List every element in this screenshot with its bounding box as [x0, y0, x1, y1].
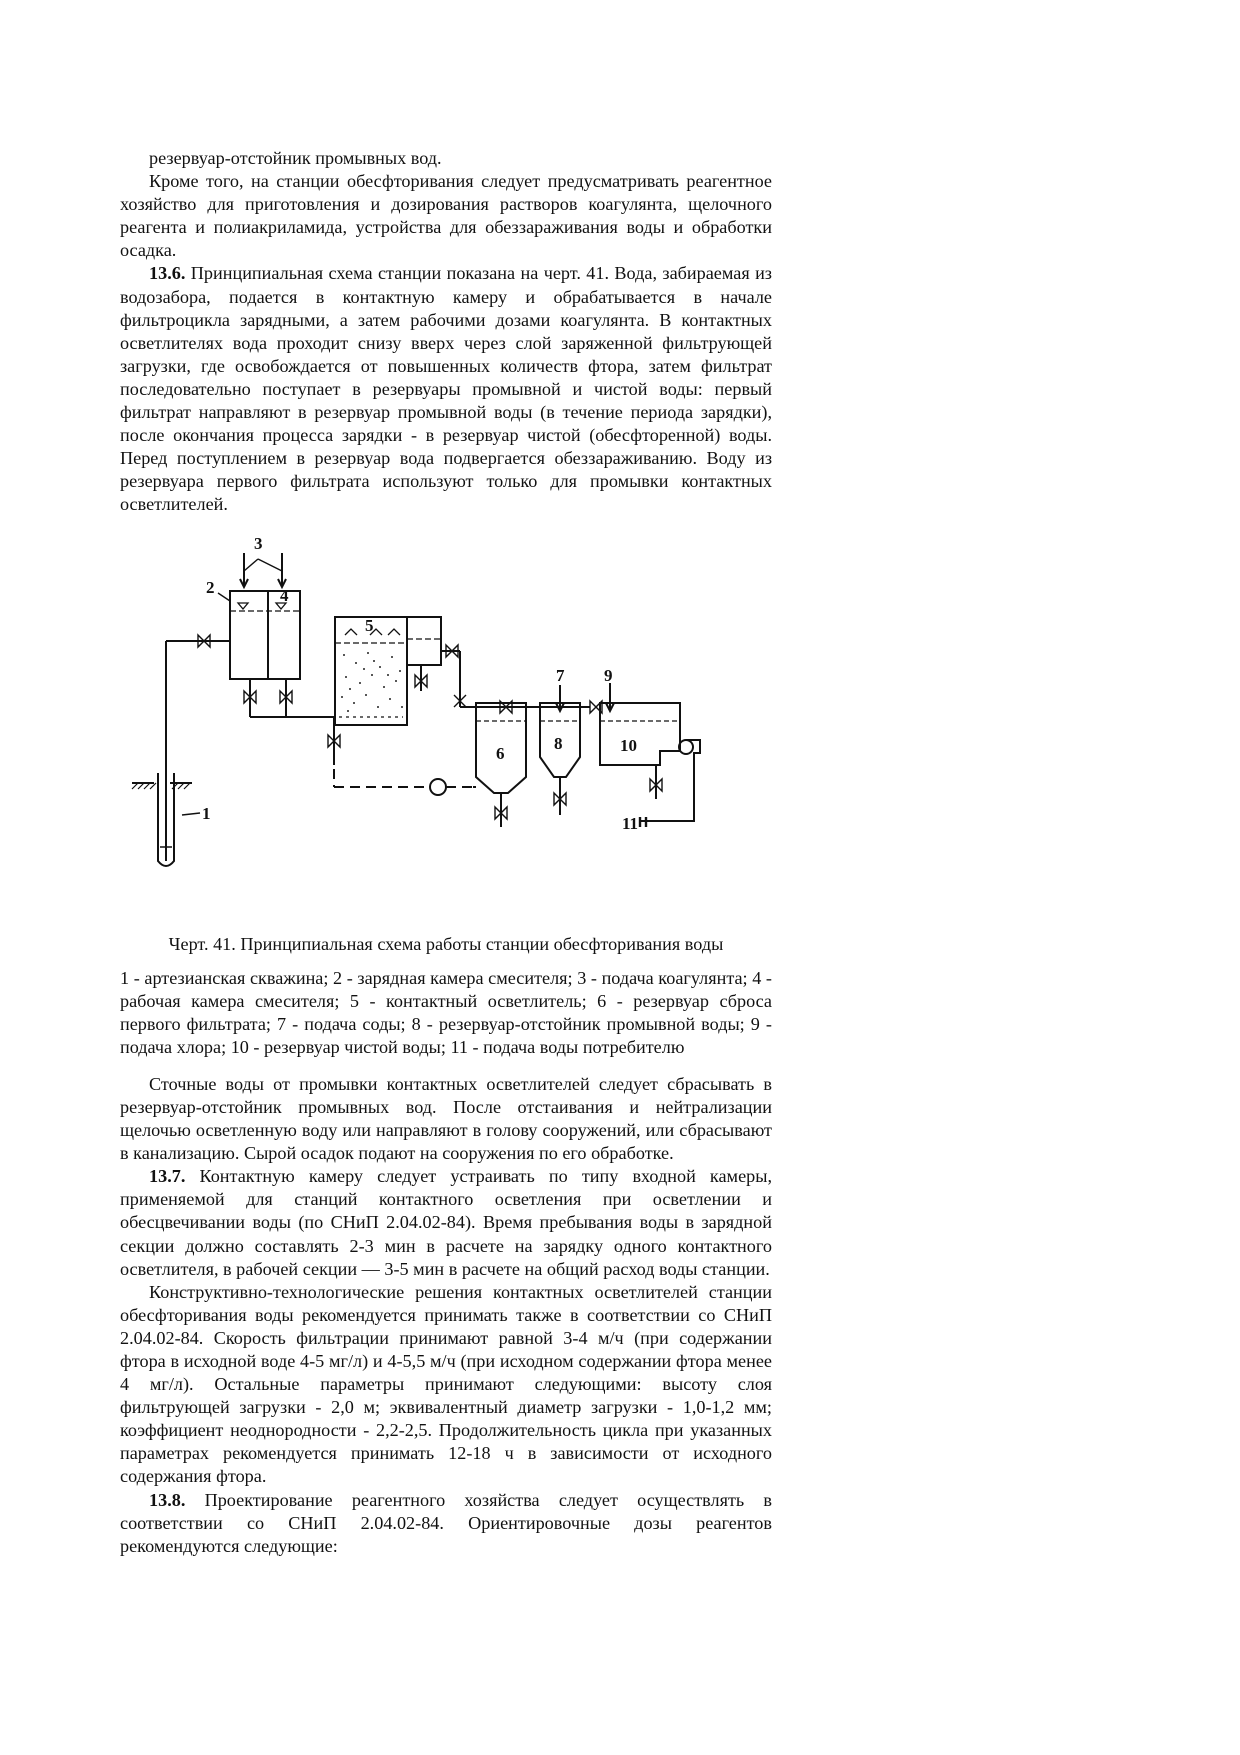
level-mark [238, 603, 286, 609]
paragraph-text: Проектирование реагентного хозяйства следует осуществлять в соответствии со СНиП 2.04.02-84. Ориентировочные дозы реагентов рекомендуются следующие: [120, 1489, 772, 1556]
label-5: 5 [365, 615, 374, 635]
clarifier-side-tank [407, 617, 441, 665]
label-2: 2 [206, 577, 215, 597]
section-number: 13.6. [149, 263, 186, 284]
label-10: 10 [620, 735, 637, 755]
top-text [120, 147, 772, 517]
document-page [120, 147, 772, 1558]
scheme-figure [120, 531, 772, 931]
paragraph-text: резервуар-отстойник промывных вод. [149, 148, 442, 168]
paragraph [120, 262, 772, 516]
clean-water-tank [600, 703, 680, 765]
label-11: 11 [622, 813, 639, 833]
section-number: 13.7. [149, 1166, 186, 1187]
leader-line-3 [258, 559, 282, 571]
mixer-charging-chamber [230, 591, 300, 679]
paragraph-text: Сточные воды от промывки контактных осветлителей следует сбрасывать в резервуар-отстойник промывных вод. После отстаивания и нейтрализации щелочью осветленную воду или направляют в голову сооружений, или сбрасывают в канализацию. Сырой осадок подают на сооружения по его обработке. [120, 1073, 772, 1164]
label-8: 8 [554, 733, 563, 753]
leader-line-3 [244, 559, 258, 571]
label-1: 1 [202, 803, 211, 823]
paragraph-text: Принципиальная схема станции показана на черт. 41. Вода, забираемая из водозабора, подается в контактную камеру и обрабатывается в начале фильтроцикла зарядными, а затем рабочими дозами коагулянта. В контактных осветлителях вода проходит снизу вверх через слой заряженной фильтрующей загрузки, где освобождается от повышенных количеств фтора, затем фильтрат последовательно поступает в резервуары промывной и чистой воды: первый фильтрат направляют в резервуар промывной воды (в течение периода зарядки), после окончания процесса зарядки - в резервуар чистой (обесфторенной) воды. Перед поступлением в резервуар вода подвергается обеззараживанию. Воду из резервуара первого фильтрата используют только для промывки контактных осветлителей. [120, 263, 772, 515]
pump-icon [679, 740, 693, 754]
valve-icon [244, 691, 292, 703]
pump-icon [430, 779, 446, 795]
label-4: 4 [280, 585, 289, 605]
figure-caption: Черт. 41. Принципиальная схема работы станции обесфторивания воды [168, 933, 724, 954]
paragraph [120, 1073, 772, 1165]
paragraph-text: Контактную камеру следует устраивать по типу входной камеры, применяемой для станций контактного осветления при осветлении и обесцвечивании воды (по СНиП 2.04.02-84). Время пребывания воды в зарядной секции должно составлять 2-3 мин в расчете на зарядку одного контактного осветлителя, в рабочей секции — 3-5 мин в расчете на общий расход воды станции. [120, 1166, 772, 1279]
paragraph [120, 170, 772, 262]
paragraph-text: Конструктивно-технологические решения контактных осветлителей станции обесфторивания воды рекомендуется принимать также в соответствии со СНиП 2.04.02-84. Скорость фильтрации принимают равной 3-4 м/ч (при содержании фтора в исходной воде 4-5 мг/л) и 4-5,5 м/ч (при исходном содержании фтора менее 4 мг/л). Остальные параметры принимают следующими: высоту слоя фильтрующей загрузки - 2,0 м; эквивалентный диаметр загрузки - 1,0-1,2 мм; коэффициент неоднородности - 2,2-2,5. Продолжительность цикла при указанных параметрах рекомендуется принимать 12-18 ч в зависимости от исходного содержания фтора. [120, 1281, 772, 1487]
paragraph [120, 1489, 772, 1558]
paragraph-text: Кроме того, на станции обесфторивания следует предусматривать реагентное хозяйство для приготовления и дозирования растворов коагулянта, щелочного реагента и полиакриламида, устройства для обеззараживания воды и обработки осадка. [120, 171, 772, 261]
filter-media [341, 652, 403, 712]
paragraph [120, 1165, 772, 1280]
station-scheme-diagram [120, 531, 772, 931]
paragraph [120, 147, 772, 170]
leader-line-2 [218, 593, 230, 601]
section-number: 13.8. [149, 1489, 186, 1510]
figure-legend: 1 - артезианская скважина; 2 - зарядная камера смесителя; 3 - подача коагулянта; 4 - рабочая камера смесителя; 5 - контактный осветлитель; 6 - резервуар сброса первого фильтрата; 7 - подача соды; 8 - резервуар-отстойник промывной воды; 9 - подача хлора; 10 - резервуар чистой воды; 11 - подача воды потребителю [120, 967, 772, 1057]
spacer [120, 1059, 772, 1073]
bottom-text [120, 1073, 772, 1558]
label-9: 9 [604, 665, 613, 685]
label-6: 6 [496, 743, 505, 763]
label-7: 7 [556, 665, 565, 685]
label-3: 3 [254, 533, 263, 553]
leader-line-1 [182, 813, 200, 815]
paragraph [120, 1281, 772, 1489]
